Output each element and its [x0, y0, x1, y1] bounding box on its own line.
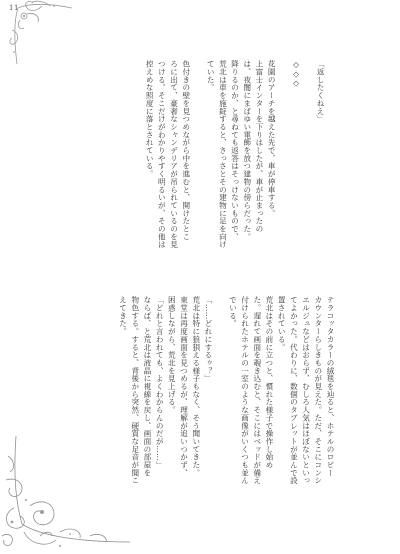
text-line — [192, 60, 204, 282]
text-line: 上富士インターを下りはしたが、車が止まったの — [254, 60, 264, 233]
text-line: 荒北はその前に立つと、慣れた様子で操作し始め — [264, 296, 274, 469]
text-line: えてきた。 — [118, 296, 128, 336]
text-line: た。遅れて画面を覗き込むと、そこにはベッドが備え — [252, 296, 262, 485]
text-line: 花園のアーチを越えた先で、車が停車する。 — [267, 60, 277, 217]
text-line: 置されている。 — [277, 296, 287, 351]
text-line: 「……どれにするゥ？」 — [203, 296, 213, 383]
text-line: テラコッタカラーの絨毯を辿ると、ホテルのロビー — [326, 296, 335, 477]
text-line — [277, 60, 289, 282]
text-line: つける。そこだけがわかりやすく明るいが、その他は — [157, 60, 167, 249]
text-line: ろに出て、豪奢なシャンデリアが吊られているのを見 — [169, 60, 179, 249]
text-line — [302, 60, 314, 282]
text-line: カウンターらしきものが見えた。ただ、そこにコンシ — [313, 296, 323, 485]
text-line: 「どれと言われても、よくわからんのだが……」 — [155, 296, 165, 469]
text-line: てよかった。代わりに、数個のタブレットが並んで設 — [289, 296, 299, 485]
text-line: 荒北は車を施錠すると、さっさとその建物に足を向け — [218, 60, 228, 249]
page-number: 11 — [9, 4, 19, 12]
upper-text-block — [143, 60, 326, 282]
text-line: 控えめな照度に落とされている。 — [145, 60, 155, 178]
text-line: 物色する。すると、背後から突然、硬質な足音が聞こ — [130, 296, 140, 485]
text-line: ならば、と荒北は液晶に視線を戻し、画面の部屋を — [142, 296, 152, 477]
text-line: 荒北は特に狼狽える様子もなく、そう聞いてきた。 — [191, 296, 201, 477]
lower-text-block — [116, 296, 336, 516]
text-line: 東堂は再度画面を見つめるが、理解が追いつかず、 — [179, 296, 189, 477]
text-line: は、夜闇にまばゆい電飾を放つ建物の傍らだった。 — [242, 60, 252, 241]
text-line: エルジュなどはおらず、むしろ人気はほぼないといっ — [301, 296, 311, 485]
text-line: 色付きの壁を見つめながら中を進むと、開けたとこ — [181, 60, 191, 241]
text-line: 付けられたホテルの一室のような画像がいくつも並ん — [240, 296, 250, 485]
text-line: 降りるのか、と尋ねても返答はそっけないもので、 — [230, 60, 240, 241]
text-line: 困惑しながら、荒北を見上げる。 — [167, 296, 177, 414]
text-line — [214, 296, 226, 516]
section-divider: ◇◇◇ — [291, 60, 301, 88]
text-line: 「返したくねえ」 — [316, 60, 325, 123]
corner-flourish-bottom-icon — [0, 436, 132, 554]
text-line: でいる。 — [228, 296, 238, 328]
text-line: ていた。 — [206, 60, 216, 92]
